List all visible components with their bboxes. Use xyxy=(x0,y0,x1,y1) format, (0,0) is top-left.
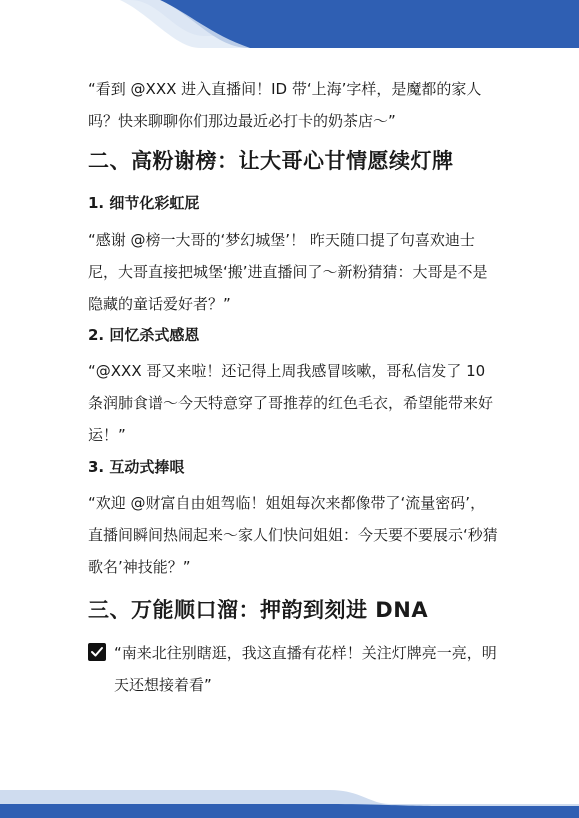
section-3-quote: “南来北往别瞎逛，我这直播有花样！关注灯牌亮一亮，明天还想接着看” xyxy=(114,644,497,694)
section-2-title: 二、高粉谢榜：让大哥心甘情愿续灯牌 xyxy=(88,149,454,173)
section-3-title: 三、万能顺口溜：押韵到刻进 DNA xyxy=(88,598,429,622)
checkbox-checked-icon xyxy=(88,643,106,661)
section-2-item-3-heading: 3. 互动式捧哏 xyxy=(88,458,185,476)
section-2-item-1-heading: 1. 细节化彩虹屁 xyxy=(88,194,200,212)
section-2-item-1-quote: “感谢 @榜一大哥的‘梦幻城堡’！ 昨天随口提了句喜欢迪士尼，大哥直接把城堡‘搬’进直播间了～新粉猜猜：大哥是不是隐藏的童话爱好者？” xyxy=(88,231,488,313)
bottom-wave-decoration xyxy=(0,778,579,818)
top-wave-decoration xyxy=(0,0,579,60)
intro-quote: “看到 @XXX 进入直播间！ID 带‘上海’字样，是魔都的家人吗？快来聊聊你们那边最近必打卡的奶茶店～” xyxy=(88,80,482,130)
section-2-item-3-quote: “欢迎 @财富自由姐驾临！姐姐每次来都像带了‘流量密码’，直播间瞬间热闹起来～家人们快问姐姐：今天要不要展示‘秒猜歌名’神技能？” xyxy=(88,494,498,576)
section-2-item-2-heading: 2. 回忆杀式感恩 xyxy=(88,326,200,344)
section-2-item-2-quote: “@XXX 哥又来啦！还记得上周我感冒咳嗽，哥私信发了 10 条润肺食谱～今天特意穿了哥推荐的红色毛衣，希望能带来好运！” xyxy=(88,362,494,444)
